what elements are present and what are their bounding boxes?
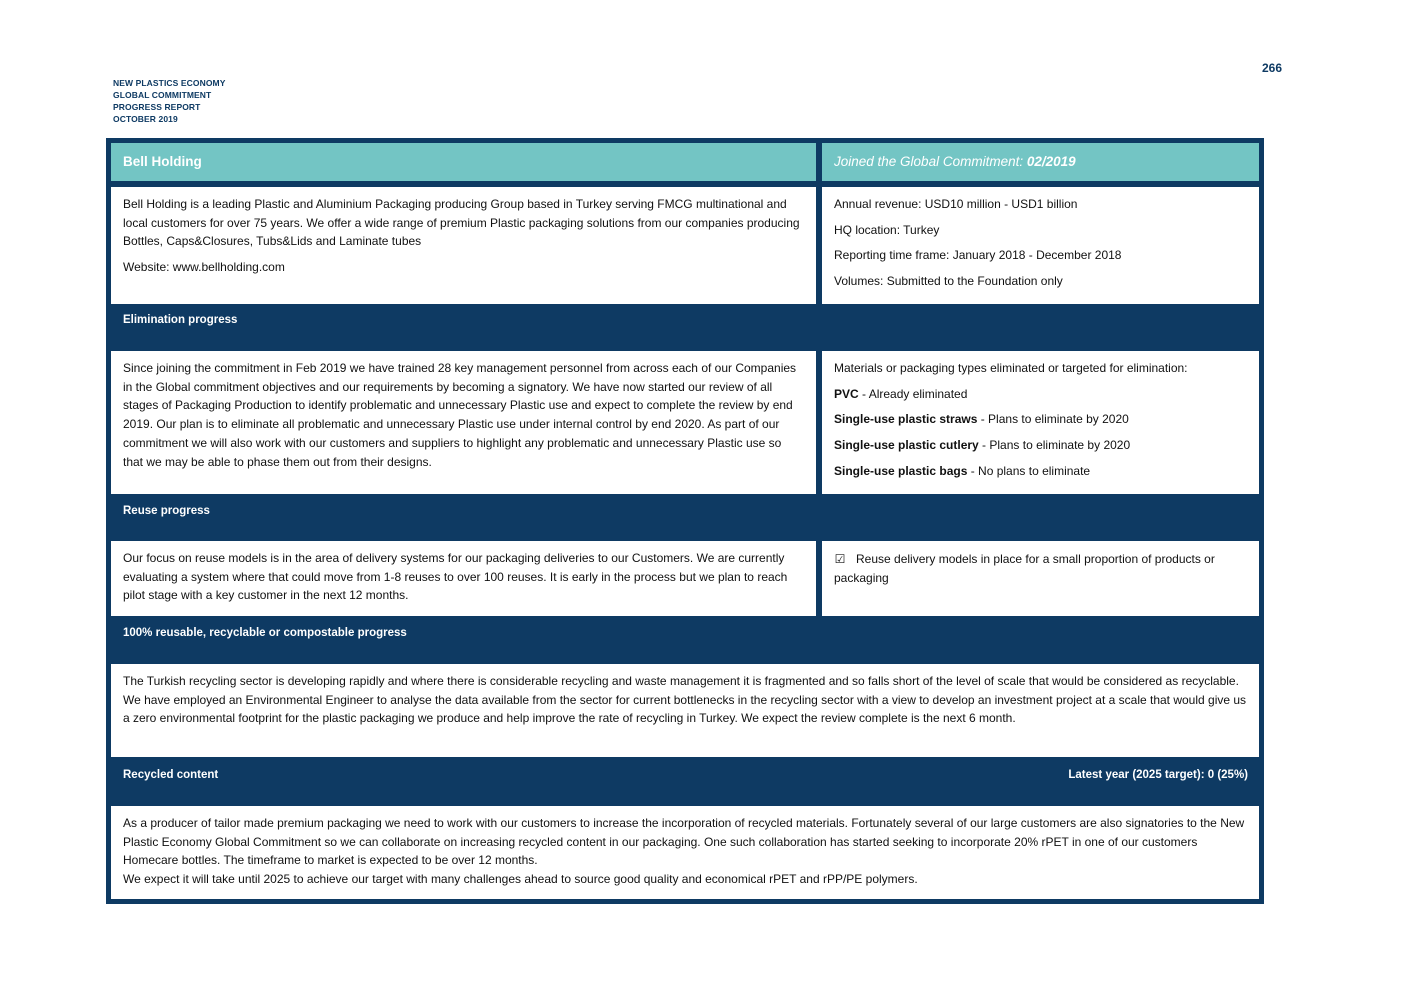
- recycled-heading: Recycled content: [123, 769, 219, 781]
- recycled-paragraph: As a producer of tailor made premium packaging we need to work with our customers to increase the incorporation of recycled materials. Fortunately several of our large customers are also signatories to the New Plastic Economy Global Commitment so we can collaborate on increasing recycled content in our packaging. One such collaboration has started seeking to incorporate 20% rPET in one of our customers Homecare bottles. The timeframe to market is expected to be over 12 months.: [123, 816, 1245, 868]
- recyclable-text-cell: [111, 664, 1259, 757]
- annual-revenue: Annual revenue: USD10 million - USD1 billion: [834, 197, 1078, 211]
- joined-date: 02/2019: [1026, 154, 1076, 169]
- material-name: PVC: [834, 386, 859, 401]
- elimination-text: Since joining the commitment in Feb 2019 we have trained 28 key management personnel from across each of our Companies in the Global commitment objectives and our requirements by becoming a signatory. We have now started our review of all stages of Packaging Production to identify problematic and unnecessary Plastic use and expect to complete the review by end 2019. Our plan is to eliminate all problematic and unnecessary Plastic use under internal control by end 2020. As part of our commitment we will also work with our customers and suppliers to highlight any problematic and unnecessary Plastic use so that we may be able to phase them out from their designs.: [123, 361, 797, 469]
- reuse-heading: Reuse progress: [123, 505, 210, 517]
- joined-cell: [822, 143, 1259, 181]
- elimination-heading: Elimination progress: [123, 314, 238, 326]
- material-status: - Already eliminated: [858, 386, 968, 401]
- report-header-line: OCTOBER 2019: [113, 114, 178, 124]
- report-header-line: GLOBAL COMMITMENT: [113, 90, 212, 100]
- material-name: Single-use plastic straws: [834, 412, 978, 427]
- material-name: Single-use plastic bags: [834, 463, 968, 478]
- elimination-text-cell: [111, 351, 816, 494]
- company-name: Bell Holding: [123, 154, 202, 169]
- material-status: - Plans to eliminate by 2020: [977, 412, 1129, 427]
- joined-label: Joined the Global Commitment:: [834, 154, 1024, 169]
- report-header-line: PROGRESS REPORT: [113, 102, 201, 112]
- volumes: Volumes: Submitted to the Foundation only: [834, 274, 1063, 289]
- materials-item: [834, 385, 1247, 404]
- materials-item: [834, 410, 1247, 429]
- material-name: Single-use plastic cutlery: [834, 438, 979, 453]
- company-website: Website: www.bellholding.com: [123, 260, 285, 275]
- reuse-text-cell: [111, 541, 816, 616]
- material-status: - Plans to eliminate by 2020: [978, 438, 1131, 453]
- company-report-table: [106, 138, 1264, 904]
- reuse-checkbox-cell: [822, 541, 1259, 616]
- material-status: - No plans to eliminate: [967, 463, 1091, 478]
- recycled-paragraph: We expect it will take until 2025 to achieve our target with many challenges ahead to source good quality and economical rPET and rPP/PE polymers.: [123, 872, 918, 887]
- reporting-time-frame: Reporting time frame: January 2018 - December 2018: [834, 248, 1122, 263]
- company-description-cell: [111, 187, 816, 304]
- company-facts-cell: [822, 187, 1259, 304]
- company-description: Bell Holding is a leading Plastic and Aluminium Packaging producing Group based in Turkey serving FMCG multinational and local customers for over 75 years. We offer a wide range of premium Plastic packaging solutions from our companies producing Bottles, Caps&Closures, Tubs&Lids and Laminate tubes: [123, 197, 800, 249]
- reuse-text: Our focus on reuse models is in the area of delivery systems for our packaging deliveries to our Customers. We are currently evaluating a system where that could move from 1-8 reuses to over 100 reuses. It is early in the process but we plan to reach pilot stage with a key customer in the next 12 months.: [123, 551, 788, 603]
- materials-item: [834, 436, 1247, 455]
- recycled-text-cell: [111, 806, 1259, 899]
- report-header: [113, 77, 226, 125]
- page-number: 266: [1262, 61, 1283, 75]
- recyclable-heading: 100% reusable, recyclable or compostable progress: [123, 627, 407, 639]
- reuse-checkbox-label: Reuse delivery models in place for a small proportion of products or packaging: [834, 552, 1215, 585]
- report-header-line: NEW PLASTICS ECONOMY: [113, 78, 226, 88]
- materials-intro: Materials or packaging types eliminated or targeted for elimination:: [834, 361, 1188, 375]
- recyclable-paragraph: We have employed an Environmental Engineer to analyse the data available from the sector for current bottlenecks in the recycling sector with a view to develop an investment project at a scale that would give us a zero environmental footprint for the plastic packaging we produce and help improve the rate of recycling in Turkey. We expect the review complete is the next 6 month.: [123, 692, 1247, 726]
- recyclable-paragraph: The Turkish recycling sector is developing rapidly and where there is considerable recycling and waste management it is fragmented and so falls short of the level of scale that would be considered as recyclable.: [123, 674, 1239, 688]
- company-name-cell: [111, 143, 816, 181]
- elimination-materials-cell: [822, 351, 1259, 494]
- checkbox-checked-icon: ☑: [834, 552, 846, 566]
- hq-location: HQ location: Turkey: [834, 222, 940, 237]
- materials-item: [834, 462, 1247, 481]
- recycled-latest-year: Latest year (2025 target): 0 (25%): [1068, 769, 1248, 781]
